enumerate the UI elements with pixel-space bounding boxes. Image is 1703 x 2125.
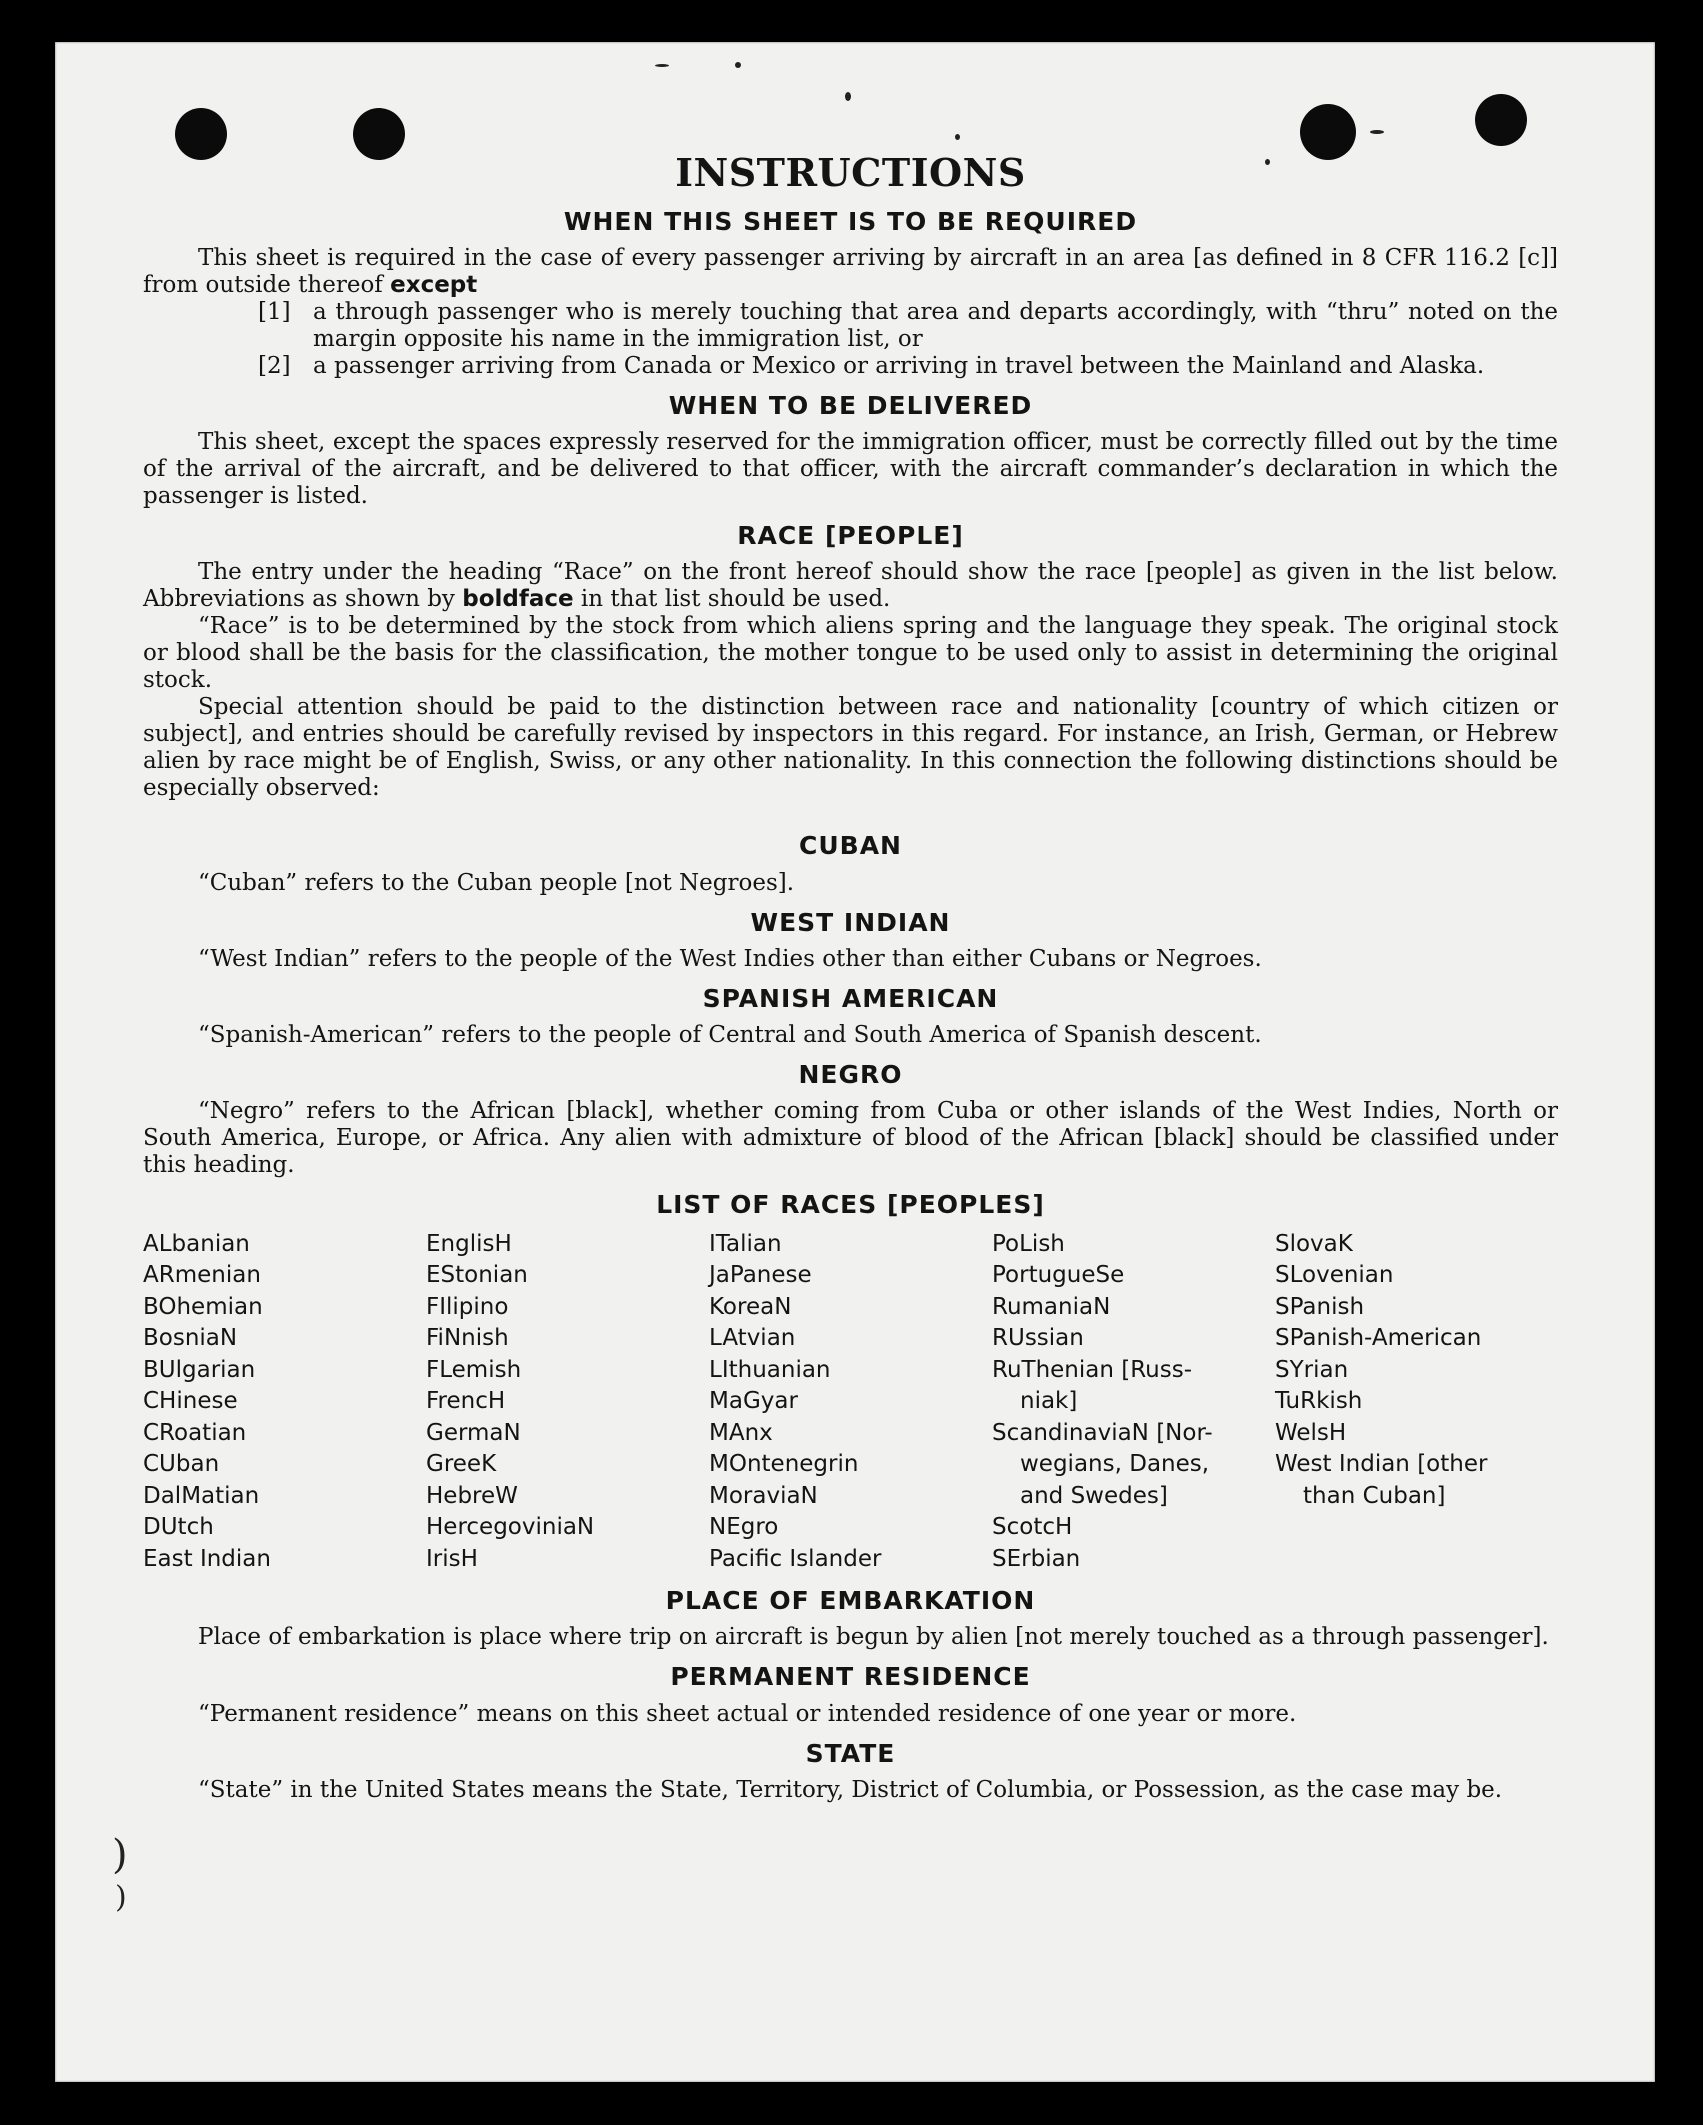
race-item: PoLish bbox=[992, 1230, 1065, 1257]
race-item: HercegoviniaN bbox=[426, 1514, 595, 1541]
race-item: ALbanian bbox=[143, 1230, 250, 1257]
heading-list-of-races: LIST OF RACES [PEOPLES] bbox=[656, 1190, 1045, 1220]
race-item: FrencH bbox=[426, 1388, 506, 1415]
heading-race: RACE [PEOPLE] bbox=[737, 521, 964, 551]
race-item-continued: niak] bbox=[1020, 1388, 1078, 1415]
paragraph-cuban: “Cuban” refers to the Cuban people [not Negroes]. bbox=[198, 869, 795, 896]
race-item-continued: wegians, Danes, bbox=[1020, 1451, 1210, 1478]
heading-state: STATE bbox=[805, 1738, 896, 1768]
race-item: SYrian bbox=[1275, 1356, 1349, 1383]
race-item: WelsH bbox=[1275, 1419, 1347, 1446]
document-sheet bbox=[55, 42, 1655, 2082]
race-item: RumaniaN bbox=[992, 1293, 1111, 1320]
heading-spanish-american: SPANISH AMERICAN bbox=[702, 983, 999, 1013]
text: in that list should be used. bbox=[580, 586, 891, 613]
paragraph-embarkation: Place of embarkation is place where trip on aircraft is begun by alien [not merely touched as a through passenger]. bbox=[198, 1624, 1549, 1651]
item-number: [1] bbox=[258, 298, 291, 325]
race-item: NEgro bbox=[709, 1514, 779, 1541]
race-item: GermaN bbox=[426, 1419, 521, 1446]
races-list bbox=[143, 1229, 1558, 1576]
race-item: EStonian bbox=[426, 1262, 528, 1289]
heading-west-indian: WEST INDIAN bbox=[750, 907, 951, 937]
heading-residence: PERMANENT RESIDENCE bbox=[670, 1662, 1031, 1692]
bold-text: except bbox=[390, 271, 478, 298]
item-number: [2] bbox=[258, 352, 291, 379]
races-column-4 bbox=[992, 1229, 1275, 1576]
race-item: East Indian bbox=[143, 1545, 271, 1572]
text: This sheet is required in the case of every passenger arriving by aircraft in an area [as defined in 8 CFR 116.2 [c]] from outside thereof bbox=[143, 244, 1558, 298]
speck bbox=[655, 64, 669, 67]
race-item-continued: than Cuban] bbox=[1303, 1482, 1446, 1509]
paragraph-negro: “Negro” refers to the African [black], whether coming from Cuba or other islands of the West Indies, North or South America, Europe, or Africa. Any alien with admixture of blood of the African [black] should be classified under this heading. bbox=[143, 1098, 1558, 1179]
page-title: INSTRUCTIONS bbox=[675, 150, 1026, 195]
races-column-2 bbox=[426, 1229, 709, 1576]
race-item: BOhemian bbox=[143, 1293, 263, 1320]
document-content bbox=[143, 150, 1558, 1804]
paragraph-race-3: Special attention should be paid to the distinction between race and nationality [country of which citizen or subject], and entries should be carefully revised by inspectors in this regard. For instance, an Irish, German, or Hebrew alien by race might be of English, Swiss, or any other nationality. In this connection the following distinctions should be especially observed: bbox=[143, 694, 1558, 802]
race-item: RuThenian [Russ- bbox=[992, 1356, 1193, 1383]
race-item: FLemish bbox=[426, 1356, 522, 1383]
race-item: LIthuanian bbox=[709, 1356, 831, 1383]
speck bbox=[735, 62, 741, 68]
paragraph-when-required bbox=[143, 245, 1558, 299]
race-item: ITalian bbox=[709, 1230, 782, 1257]
race-item: LAtvian bbox=[709, 1325, 796, 1352]
race-item: PortugueSe bbox=[992, 1262, 1125, 1289]
paragraph-spanish-american: “Spanish-American” refers to the people of Central and South America of Spanish descent. bbox=[198, 1022, 1262, 1049]
punch-hole-4 bbox=[1475, 94, 1527, 146]
margin-mark: ) bbox=[112, 1832, 128, 1878]
races-column-1 bbox=[143, 1229, 426, 1576]
heading-when-delivered: WHEN TO BE DELIVERED bbox=[668, 390, 1033, 420]
heading-cuban: CUBAN bbox=[799, 831, 902, 861]
item-text: a passenger arriving from Canada or Mexico or arriving in travel between the Mainland and Alaska. bbox=[313, 352, 1485, 379]
race-item: JaPanese bbox=[709, 1262, 812, 1289]
race-item: CHinese bbox=[143, 1388, 238, 1415]
speck bbox=[955, 134, 960, 140]
item-text: a through passenger who is merely touching that area and departs accordingly, with “thru” noted on the margin opposite his name in the immigration list, or bbox=[313, 298, 1558, 352]
race-item: MOntenegrin bbox=[709, 1451, 859, 1478]
race-item: Pacific Islander bbox=[709, 1545, 882, 1572]
race-item: FiNnish bbox=[426, 1325, 509, 1352]
race-item: SlovaK bbox=[1275, 1230, 1353, 1257]
heading-embarkation: PLACE OF EMBARKATION bbox=[665, 1586, 1036, 1616]
heading-negro: NEGRO bbox=[798, 1060, 903, 1090]
paragraph-race-2: “Race” is to be determined by the stock from which aliens spring and the language they speak. The original stock or blood shall be the basis for the classification, the mother tongue to be used only to assist in determining the original stock. bbox=[143, 613, 1558, 694]
race-item: IrisH bbox=[426, 1545, 478, 1572]
race-item: SErbian bbox=[992, 1545, 1081, 1572]
race-item: ARmenian bbox=[143, 1262, 261, 1289]
paragraph-residence: “Permanent residence” means on this sheet actual or intended residence of one year or more. bbox=[198, 1700, 1297, 1727]
race-item: West Indian [other bbox=[1275, 1451, 1488, 1478]
paragraph-west-indian: “West Indian” refers to the people of the West Indies other than either Cubans or Negroes. bbox=[198, 945, 1262, 972]
bold-text: boldface bbox=[462, 586, 574, 613]
races-column-3 bbox=[709, 1229, 992, 1576]
margin-mark: ) bbox=[115, 1880, 127, 1915]
race-item: CRoatian bbox=[143, 1419, 247, 1446]
race-item: CUban bbox=[143, 1451, 220, 1478]
paragraph-state: “State” in the United States means the State, Territory, District of Columbia, or Possession, as the case may be. bbox=[198, 1776, 1503, 1803]
list-item bbox=[258, 299, 1558, 353]
race-item: EnglisH bbox=[426, 1230, 512, 1257]
race-item: ScandinaviaN [Nor- bbox=[992, 1419, 1213, 1446]
race-item: KoreaN bbox=[709, 1293, 792, 1320]
race-item-continued: and Swedes] bbox=[1020, 1482, 1168, 1509]
race-item: HebreW bbox=[426, 1482, 518, 1509]
race-item: BUlgarian bbox=[143, 1356, 256, 1383]
race-item: BosniaN bbox=[143, 1325, 238, 1352]
race-item: MaGyar bbox=[709, 1388, 798, 1415]
race-item: MoraviaN bbox=[709, 1482, 818, 1509]
race-item: DalMatian bbox=[143, 1482, 260, 1509]
race-item: MAnx bbox=[709, 1419, 773, 1446]
text: The entry under the heading “Race” on the front hereof should show the race [people] as given in the list below. Abbreviations as shown by bbox=[143, 559, 1558, 613]
race-item: GreeK bbox=[426, 1451, 497, 1478]
list-item bbox=[258, 353, 1558, 380]
race-item: FIlipino bbox=[426, 1293, 509, 1320]
race-item: RUssian bbox=[992, 1325, 1084, 1352]
speck bbox=[845, 92, 851, 101]
races-column-5 bbox=[1275, 1229, 1558, 1576]
speck bbox=[1370, 130, 1384, 134]
race-item: SLovenian bbox=[1275, 1262, 1394, 1289]
race-item: TuRkish bbox=[1275, 1388, 1363, 1415]
heading-when-required: WHEN THIS SHEET IS TO BE REQUIRED bbox=[563, 206, 1138, 236]
race-item: ScotcH bbox=[992, 1514, 1073, 1541]
paragraph-when-delivered: This sheet, except the spaces expressly reserved for the immigration officer, must be correctly filled out by the time of the arrival of the aircraft, and be delivered to that officer, with the aircraft commander’s declaration in which the passenger is listed. bbox=[143, 429, 1558, 510]
paragraph-race-1 bbox=[143, 559, 1558, 613]
race-item: SPanish-American bbox=[1275, 1325, 1482, 1352]
race-item: DUtch bbox=[143, 1514, 214, 1541]
race-item: SPanish bbox=[1275, 1293, 1365, 1320]
